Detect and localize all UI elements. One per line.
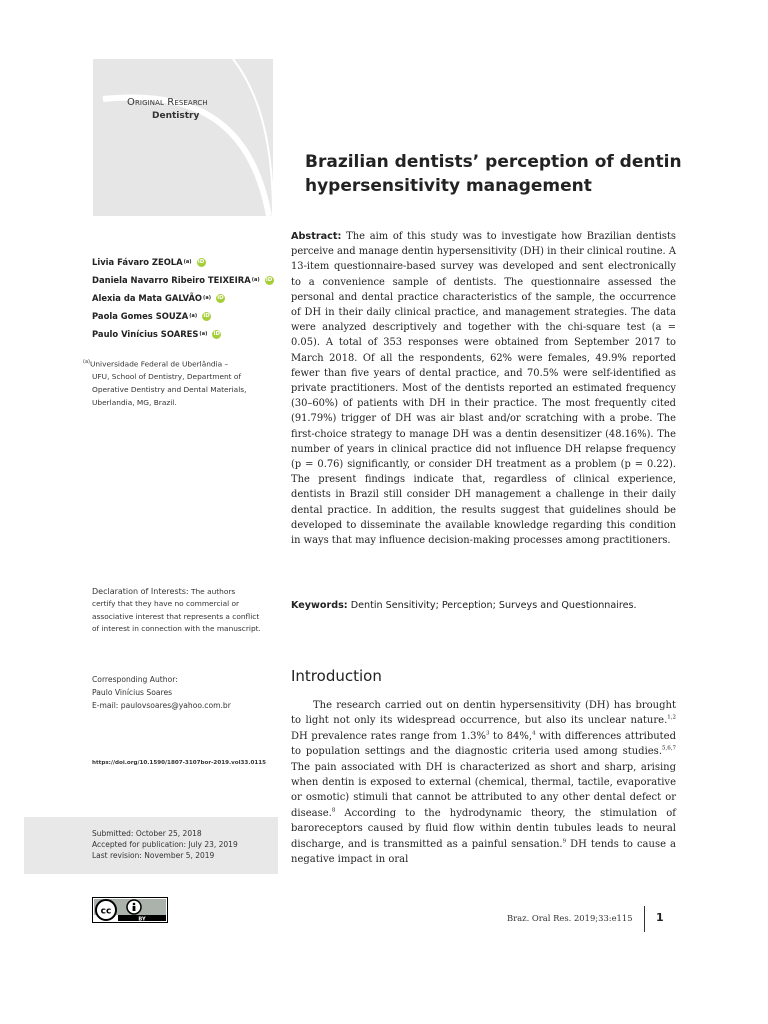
title-line-1: Brazilian dentists’ perception of dentin (305, 152, 682, 172)
section-label: Original Research (127, 97, 208, 108)
orcid-icon[interactable]: iD (217, 294, 224, 301)
corresponding-name: Paulo Vinícius Soares (92, 688, 173, 697)
declaration-label: Declaration of Interests: (92, 587, 189, 596)
keywords-text: Dentin Sensitivity; Perception; Surveys and Questionnaires. (350, 600, 637, 611)
keywords (291, 598, 651, 613)
article-dates (92, 828, 238, 861)
author-mark: (a) (199, 331, 208, 337)
section-header-box (93, 59, 273, 216)
corresponding-author (92, 673, 282, 712)
author-name: Alexia da Mata GALVÃO (92, 293, 203, 303)
citation-ref[interactable]: 9 (562, 838, 567, 845)
author-mark: (a) (183, 259, 192, 265)
date-accepted: Accepted for publication: July 23, 2019 (92, 840, 238, 849)
title-line-2: hypersensitivity management (305, 176, 592, 196)
article-title (305, 150, 705, 198)
author (92, 307, 274, 325)
keywords-label: Keywords: (291, 600, 348, 611)
corresponding-label: Corresponding Author: (92, 675, 178, 684)
citation-ref[interactable]: 3 (486, 730, 490, 737)
footer-divider (644, 906, 645, 932)
orcid-icon[interactable]: iD (197, 258, 205, 265)
cc-by-license-icon[interactable] (92, 897, 168, 923)
doi-link[interactable]: https://doi.org/10.1590/1807-3107bor-2019.vol33.0115 (92, 760, 267, 766)
author-name: Livia Fávaro ZEOLA (92, 257, 183, 267)
declaration-of-interests: Declaration of Interests: The authors certify that they have no commercial or associative interest that represents a conflict of interest in connection with the manuscript. (92, 586, 277, 635)
abstract-text: The aim of this study was to investigate how Brazilian dentists perceive and manage dentin hypersensitivity (DH) in their clinical routine. A 13-item questionnaire-based survey was developed and sent electronically to a convenience sample of dentists. The questionnaire assessed the personal and dental practice characteristics of the sample, the occurrence of DH in their daily clinical practice, and management strategies. The data were analyzed descriptively and together with the chi-square test (a = 0.05). A total of 353 responses were obtained from September 2017 to March 2018. Of all the respondents, 62% were females, 49.9% reported fewer than five years of dental practice, and 70.5% were self-identified as private practitioners. Most of the dentists reported an estimated frequency (30–60%) of patients with DH in their practice. The most frequently cited (91.79%) trigger of DH was air blast and/or scratching with a probe. The first-choice strategy to manage DH was a dentin desensitizer (48.16%). The number of years in clinical practice did not influence DH relapse frequency (p = 0.76) significantly, or consider DH treatment as a problem (p = 0.22). The present findings indicate that, regardless of clinical experience, dentists in Brazil still consider DH management a challenge in their daily dental practice. In addition, the results suggest that guidelines should be developed to disseminate the available knowledge regarding this condition in ways that may influence decision-making processes among practitioners. (291, 231, 676, 547)
affiliation (83, 356, 273, 409)
author-mark: (a) (251, 277, 260, 283)
declaration-line: certify that they have no commercial or (92, 599, 240, 609)
section-subject: Dentistry (152, 111, 200, 121)
author (92, 289, 274, 307)
declaration-line: of interest in connection with the manuscript. (92, 623, 261, 633)
declaration-line: associative interest that represents a conflict (92, 611, 260, 621)
affiliation-mark: (a) (83, 359, 90, 365)
citation-ref[interactable]: 1,2 (667, 715, 676, 722)
orcid-icon[interactable]: iD (203, 312, 210, 319)
journal-citation: Braz. Oral Res. 2019;33:e115 (507, 913, 633, 923)
citation-ref[interactable]: 5,6,7 (662, 745, 676, 752)
affiliation-line: UFU, School of Dentistry, Department of (92, 372, 242, 382)
date-submitted: Submitted: October 25, 2018 (92, 829, 202, 838)
svg-text:cc: cc (100, 906, 112, 917)
author-name: Paulo Vinícius SOARES (92, 329, 199, 339)
date-revised: Last revision: November 5, 2019 (92, 851, 215, 860)
author-name: Paola Gomes SOUZA (92, 311, 189, 321)
author-mark: (a) (189, 313, 198, 319)
author (92, 271, 274, 289)
citation-ref[interactable]: 8 (331, 807, 336, 814)
abstract (291, 229, 676, 548)
orcid-icon[interactable]: iD (265, 276, 273, 283)
author-list (92, 253, 274, 343)
author (92, 325, 274, 343)
page-number: 1 (656, 911, 664, 924)
affiliation-line: $^{(a)}$Universidade Federal de Uberlândia – (83, 359, 229, 369)
citation-ref[interactable]: 4 (532, 730, 536, 737)
author (92, 253, 274, 271)
orcid-icon[interactable]: iD (213, 330, 221, 337)
affiliation-line: Uberlandia, MG, Brazil. (92, 398, 177, 408)
introduction-body: The research carried out on dentin hypersensitivity (DH) has brought to light not only its widespread occurrence, but also its unclear nature.$^{1,2}$ DH prevalence rates range from 1.3%$^3$ to 84%,$^4$ with differences attributed to population settings and the diagnostic criteria used among studies.$^{5,6,7}$ The pain associated with DH is characterized as short and sharp, arising when dentin is exposed to external (chemical, thermal, tactile, evaporative or osmotic) stimuli that cannot be attributed to any other dental defect or disease.$^8$ According to the hydrodynamic theory, the stimulation of baroreceptors caused by fluid flow within dentin tubules leads to neural discharge, and is transmitted as a painful sensation.$^9$ DH tends to cause a negative impact in oral (291, 700, 677, 866)
corresponding-email[interactable]: E-mail: paulovsoares@yahoo.com.br (92, 701, 231, 710)
svg-text:BY: BY (138, 916, 146, 923)
abstract-label: Abstract: (291, 231, 342, 242)
affiliation-line: Operative Dentistry and Dental Materials, (92, 385, 247, 395)
introduction-heading: Introduction (291, 667, 382, 685)
author-mark: (a) (203, 295, 211, 301)
author-name: Daniela Navarro Ribeiro TEIXEIRA (92, 275, 251, 285)
